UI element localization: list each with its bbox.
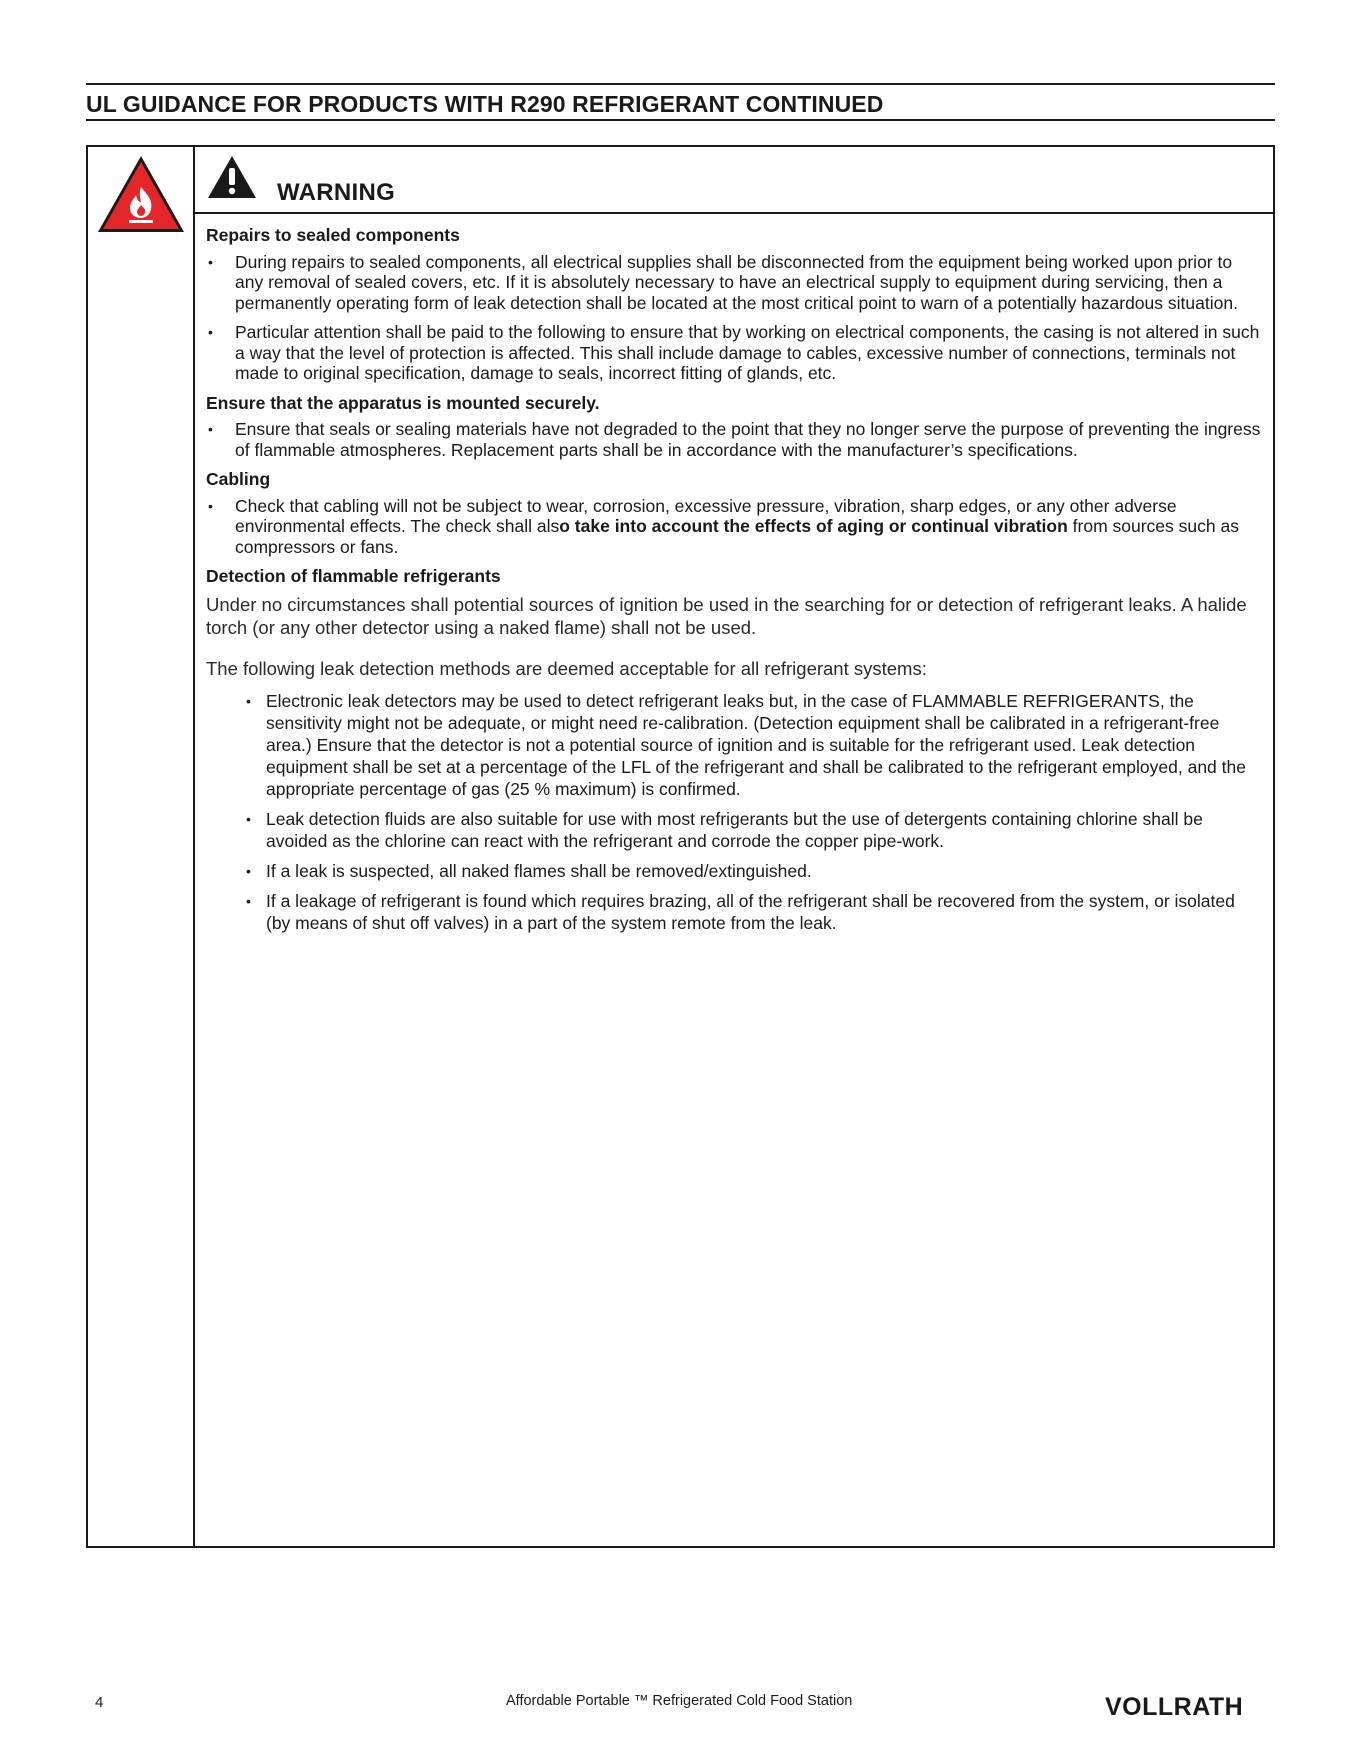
- warning-header: [195, 147, 1273, 214]
- list-item: • Particular attention shall be paid to the following to ensure that by working on electrical components, the casing is not altered in such a way that the level of protection is affected. This shall include damage to cables, excessive number of connections, terminals not made to original specification, damage to seals, incorrect fitting of glands, etc.: [206, 322, 1261, 384]
- exclamation-triangle-icon: [207, 155, 257, 199]
- section-title-repairs: Repairs to sealed components: [206, 225, 460, 245]
- section-title-detection: Detection of flammable refrigerants: [206, 566, 501, 586]
- detection-methods-intro: The following leak detection methods are deemed acceptable for all refrigerant systems:: [206, 657, 927, 679]
- cabling-text-start: Check that cabling will not be subject to wear, corrosion, excessive pressure, vibration, sharp edges, or any other adverse environmental effects. The check shall als: [235, 495, 1177, 536]
- warning-content: [195, 147, 1273, 1546]
- cabling-text-bold: o take into account the effects of aging or continual vibration: [559, 516, 1068, 536]
- vollrath-logo: [1105, 1692, 1262, 1718]
- list-item: • Electronic leak detectors may be used to detect refrigerant leaks but, in the case of FLAMMABLE REFRIGERANTS, the sensitivity might not be adequate, or might need re-calibration. (Detection equipment shall be calibrated in a refrigerant-free area.) Ensure that the detector is not a potential source of ignition and is suitable for the refrigerant used. Leak detection equipment shall be set at a percentage of the LFL of the refrigerant and shall be calibrated to the refrigerant employed, and the appropriate percentage of gas (25 % maximum) is confirmed.: [206, 690, 1261, 800]
- section-title-mounting: Ensure that the apparatus is mounted securely.: [206, 392, 600, 413]
- repairs-bullet-list: [206, 252, 1261, 384]
- list-item: • During repairs to sealed components, all electrical supplies shall be disconnected from the equipment being worked upon prior to any removal of sealed covers, etc. If it is absolutely necessary to have an electrical supply to equipment during servicing, then a permanently operating form of leak detection shall be located at the most critical point to warn of a potentially hazardous situation.: [206, 252, 1261, 314]
- page-number: 4: [95, 1694, 104, 1711]
- mounting-bullet-list: [206, 419, 1261, 460]
- list-item: • Ensure that seals or sealing materials have not degraded to the point that they no longer serve the purpose of preventing the ingress of flammable atmospheres. Replacement parts shall be in accordance with the manufacturer’s specifications.: [206, 419, 1261, 460]
- logo-text: VOLLRATH: [1105, 1693, 1244, 1718]
- warning-title: WARNING: [277, 179, 396, 206]
- detection-bullet-list: [206, 690, 1261, 934]
- cabling-bullet-list: [206, 496, 1261, 558]
- detection-paragraph: Under no circumstances shall potential sources of ignition be used in the searching for or detection of refrigerant leaks. A halide torch (or any other detector using a naked flame) shall not be used.: [206, 593, 1247, 638]
- list-item: • If a leak is suspected, all naked flames shall be removed/extinguished.: [206, 860, 1261, 882]
- flammable-fire-icon: [95, 153, 187, 235]
- hazard-icon-column: [88, 147, 195, 1546]
- list-item: • Leak detection fluids are also suitable for use with most refrigerants but the use of detergents containing chlorine shall be avoided as the chlorine can react with the refrigerant and corrode the copper pipe-work.: [206, 808, 1261, 852]
- list-item: [206, 496, 1261, 558]
- page-header: [86, 83, 1275, 121]
- footer-product-name: Affordable Portable ™ Refrigerated Cold Food Station: [506, 1693, 853, 1709]
- page-title: UL GUIDANCE FOR PRODUCTS WITH R290 REFRIGERANT CONTINUED: [86, 91, 884, 117]
- list-item: • If a leakage of refrigerant is found which requires brazing, all of the refrigerant shall be recovered from the system, or isolated (by means of shut off valves) in a part of the system remote from the leak.: [206, 890, 1261, 934]
- warning-box: [86, 145, 1275, 1548]
- warning-body: [195, 214, 1273, 934]
- cabling-text-end: from sources such as compressors or fans.: [235, 516, 1239, 557]
- section-title-cabling: Cabling: [206, 469, 271, 489]
